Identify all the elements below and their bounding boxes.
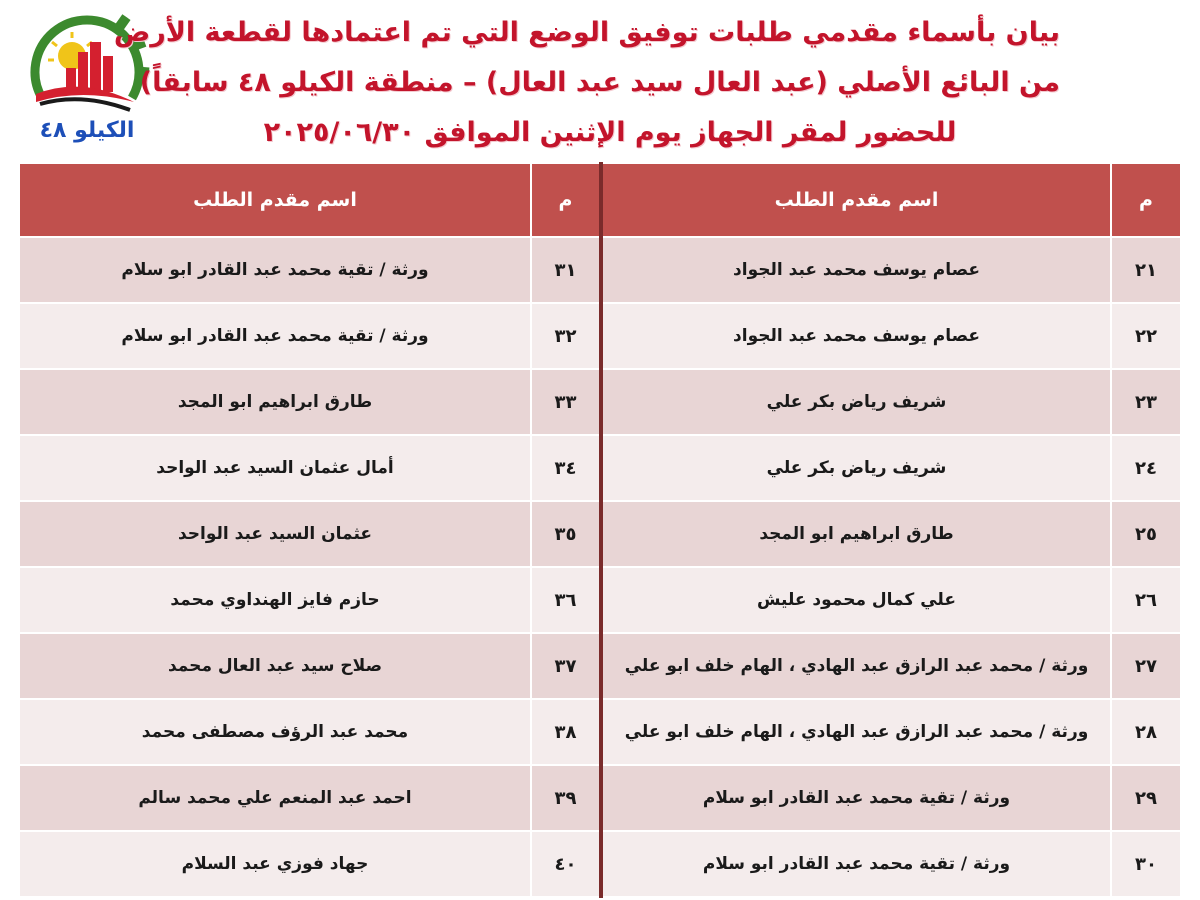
row-number: ٢٦ (1111, 567, 1181, 633)
table-row (19, 435, 1181, 501)
row-number: ٣٤ (531, 435, 601, 501)
applicant-name: شريف رياض بكر علي (601, 369, 1111, 435)
table-row (19, 303, 1181, 369)
table-header-row (19, 163, 1181, 237)
row-number: ٢٣ (1111, 369, 1181, 435)
header-name-1: اسم مقدم الطلب (601, 163, 1111, 237)
header-num-2: م (531, 163, 601, 237)
title-line-3: للحضور لمقر الجهاز يوم الإثنين الموافق ٢٠٢٥/٠٦/٣٠ (263, 117, 957, 148)
row-number: ٣٣ (531, 369, 601, 435)
row-number: ٢٥ (1111, 501, 1181, 567)
applicants-table (18, 162, 1182, 898)
applicant-name: طارق ابراهيم ابو المجد (19, 369, 531, 435)
table-row (19, 369, 1181, 435)
applicant-name: علي كمال محمود عليش (601, 567, 1111, 633)
applicant-name: جهاد فوزي عبد السلام (19, 831, 531, 897)
row-number: ٢٤ (1111, 435, 1181, 501)
row-number: ٣٩ (531, 765, 601, 831)
row-number: ٢١ (1111, 237, 1181, 303)
logo-label: الكيلو ٤٨ (39, 118, 135, 143)
table-row (19, 831, 1181, 897)
applicants-table-container (18, 162, 1180, 892)
row-number: ٣٢ (531, 303, 601, 369)
applicant-name: حازم فايز الهنداوي محمد (19, 567, 531, 633)
applicant-name: صلاح سيد عبد العال محمد (19, 633, 531, 699)
row-number: ٣٠ (1111, 831, 1181, 897)
applicant-name: طارق ابراهيم ابو المجد (601, 501, 1111, 567)
row-number: ٣١ (531, 237, 601, 303)
row-number: ٢٨ (1111, 699, 1181, 765)
row-number: ٣٥ (531, 501, 601, 567)
document-title (113, 8, 1060, 158)
applicant-name: أمال عثمان السيد عبد الواحد (19, 435, 531, 501)
applicant-name: احمد عبد المنعم علي محمد سالم (19, 765, 531, 831)
table-row (19, 501, 1181, 567)
header-num-1: م (1111, 163, 1181, 237)
header-name-2: اسم مقدم الطلب (19, 163, 531, 237)
applicant-name: ورثة / تقية محمد عبد القادر ابو سلام (19, 237, 531, 303)
row-number: ٣٨ (531, 699, 601, 765)
applicant-name: ورثة / محمد عبد الرازق عبد الهادي ، الهام خلف ابو علي (601, 633, 1111, 699)
row-number: ٢٩ (1111, 765, 1181, 831)
applicant-name: محمد عبد الرؤف مصطفى محمد (19, 699, 531, 765)
title-line-1: بيان بأسماء مقدمي طلبات توفيق الوضع التي تم اعتمادها لقطعة الأرض (113, 17, 1060, 48)
table-row (19, 765, 1181, 831)
applicant-name: ورثة / تقية محمد عبد القادر ابو سلام (601, 765, 1111, 831)
row-number: ٤٠ (531, 831, 601, 897)
applicant-name: عصام يوسف محمد عبد الجواد (601, 303, 1111, 369)
table-row (19, 699, 1181, 765)
table-row (19, 633, 1181, 699)
applicant-name: ورثة / تقية محمد عبد القادر ابو سلام (19, 303, 531, 369)
row-number: ٢٢ (1111, 303, 1181, 369)
applicant-name: عثمان السيد عبد الواحد (19, 501, 531, 567)
applicant-name: ورثة / محمد عبد الرازق عبد الهادي ، الهام خلف ابو علي (601, 699, 1111, 765)
document-header (0, 0, 1200, 160)
row-number: ٣٧ (531, 633, 601, 699)
applicant-name: عصام يوسف محمد عبد الجواد (601, 237, 1111, 303)
row-number: ٣٦ (531, 567, 601, 633)
applicant-name: ورثة / تقية محمد عبد القادر ابو سلام (601, 831, 1111, 897)
title-line-2: من البائع الأصلي (عبد العال سيد عبد العال) – منطقة الكيلو ٤٨ سابقاً) (139, 67, 1060, 98)
table-row (19, 567, 1181, 633)
table-row (19, 237, 1181, 303)
row-number: ٢٧ (1111, 633, 1181, 699)
applicant-name: شريف رياض بكر علي (601, 435, 1111, 501)
